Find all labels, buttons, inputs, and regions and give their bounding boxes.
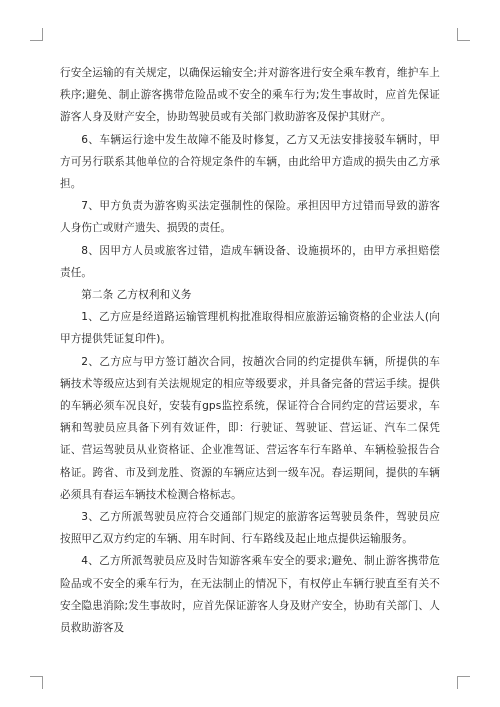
paragraph-party-b-2: 2、乙方应与甲方签订趟次合同，按趟次合同的约定提供车辆，所提供的车辆技术等级应达到有关法规规定的相应等级要求，并具备完备的营运手续。提供的车辆必须车况良好，安装有gps监控系统，保证符合合同约定的营运要求，车辆和驾驶员应具备下列有效证件，即：行驶证、驾驶证、营运证、汽车二保凭证、营运驾驶员从业资格证、企业准驾证、营运客车行车路单、车辆检验报告合格证。跨省、市及到龙胜、资源的车辆应达到一级车况。春运期间，提供的车辆必须具有春运车辆技术检测合格标志。 (60, 355, 440, 501)
paragraph-clause-6: 6、车辆运行途中发生故障不能及时修复，乙方又无法安排接驳车辆时，甲方可另行联系其他单位的合符规定条件的车辆，由此给甲方造成的损失由乙方承担。 (60, 133, 440, 191)
document-body (60, 62, 440, 639)
paragraph-clause-7: 7、甲方负责为游客购买法定强制性的保险。承担因甲方过错而导致的游客人身伤亡或财产遗失、损毁的责任。 (60, 200, 440, 235)
crop-mark-bottom-left (30, 676, 43, 689)
crop-mark-bottom-right (457, 676, 470, 689)
crop-mark-top-right (457, 28, 470, 41)
crop-mark-top-left (30, 28, 43, 41)
paragraph-clause-8: 8、因甲方人员或旅客过错，造成车辆设备、设施损坏的，由甲方承担赔偿责任。 (60, 244, 440, 279)
section-heading-article-2: 第二条 乙方权利和义务 (81, 289, 192, 302)
paragraph-party-b-4: 4、乙方所派驾驶员应及时告知游客乘车安全的要求;避免、制止游客携带危险品或不安全的乘车行为，在无法制止的情况下，有权停止车辆行驶直至有关不安全隐患消除;发生事故时，应首先保证游客人身及财产安全，协助有关部门、人员救助游客及 (60, 555, 440, 635)
paragraph-continuation: 行安全运输的有关规定，以确保运输安全;并对游客进行安全乘车教育，维护车上秩序;避免、制止游客携带危险品或不安全的乘车行为;发生事故时，应首先保证游客人身及财产安全，协助驾驶员或有关部门救助游客及保护其财产。 (60, 67, 440, 124)
paragraph-party-b-3: 3、乙方所派驾驶员应符合交通部门规定的旅游客运驾驶员条件，驾驶员应按照甲乙双方约定的车辆、用车时间、行车路线及起止地点提供运输服务。 (60, 511, 440, 546)
paragraph-party-b-1: 1、乙方应是经道路运输管理机构批准取得相应旅游运输资格的企业法人(向甲方提供凭证复印件)。 (60, 311, 440, 346)
